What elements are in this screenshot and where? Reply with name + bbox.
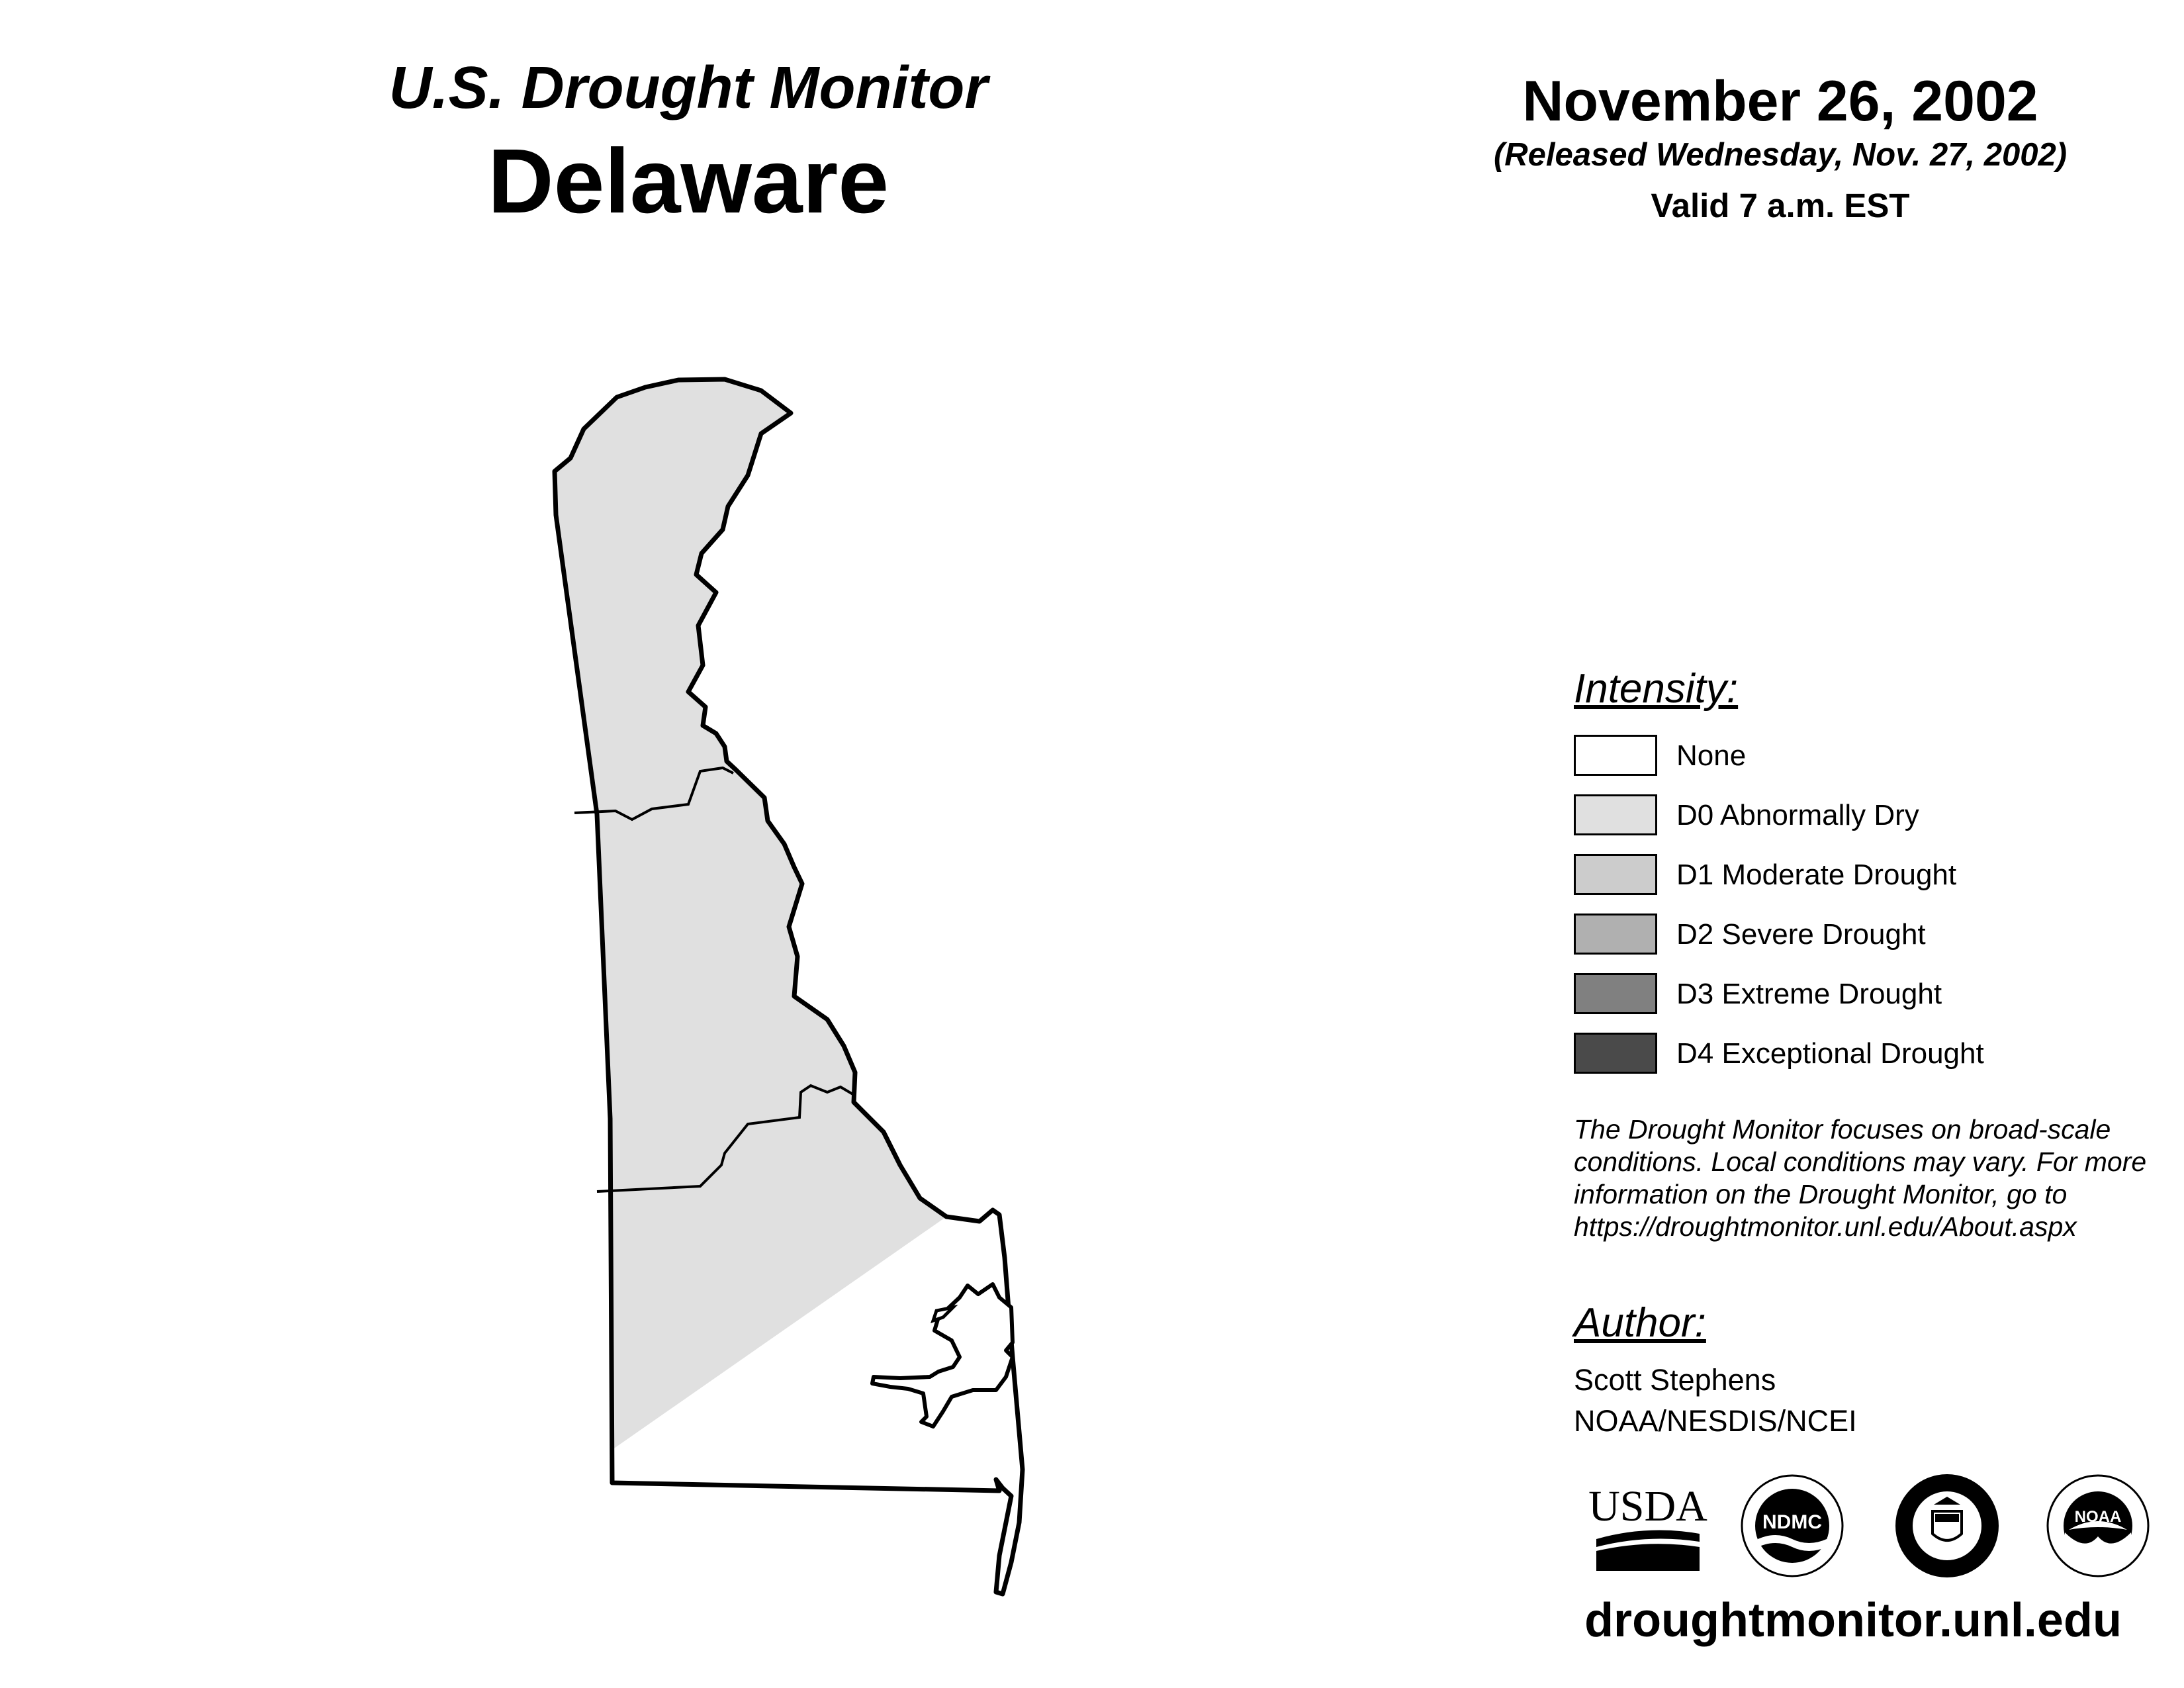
map-title: U.S. Drought Monitor [388, 55, 988, 121]
usda-logo-text: USDA [1588, 1482, 1707, 1530]
author-org: NOAA/NESDIS/NCEI [1574, 1404, 1857, 1438]
noaa-logo [2045, 1473, 2151, 1579]
author-heading: Author: [1574, 1300, 1706, 1346]
legend-swatch [1574, 854, 1657, 895]
ndmc-logo-text: NDMC [1762, 1511, 1822, 1533]
disclaimer [1574, 1113, 2169, 1243]
legend-row [1574, 914, 2169, 957]
inland-bay-water [872, 1284, 1013, 1427]
state-name: Delaware [487, 130, 889, 232]
valid-time: Valid 7 a.m. EST [1651, 187, 1910, 224]
doc-seal [1894, 1473, 2000, 1579]
legend-row [1574, 854, 2169, 898]
legend-heading: Intensity: [1574, 666, 1739, 712]
legend-swatch [1574, 735, 1657, 776]
legend-label: D4 Exceptional Drought [1676, 1037, 1984, 1070]
legend-row [1574, 1033, 2169, 1076]
legend-swatch [1574, 973, 1657, 1014]
noaa-logo-text: NOAA [2074, 1508, 2122, 1526]
legend-label: D3 Extreme Drought [1676, 978, 1942, 1010]
legend-row [1574, 973, 2169, 1017]
legend-row [1574, 794, 2169, 838]
legend-label: D1 Moderate Drought [1676, 859, 1957, 891]
valid-date: November 26, 2002 [1522, 70, 2038, 133]
website-link[interactable]: droughtmonitor.unl.edu [1584, 1594, 2122, 1647]
disclaimer-link[interactable]: https://droughtmonitor.unl.edu/About.aspx [1574, 1211, 2077, 1242]
legend-label: None [1676, 739, 1747, 772]
legend-label: D0 Abnormally Dry [1676, 799, 1919, 831]
legend-swatch [1574, 1033, 1657, 1074]
disclaimer-line: information on the Drought Monitor, go to [1574, 1179, 2068, 1209]
legend-swatch [1574, 794, 1657, 835]
ndmc-logo [1739, 1473, 1845, 1579]
legend-label: D2 Severe Drought [1676, 918, 1926, 951]
legend-row [1574, 735, 2169, 778]
legend-swatch [1574, 914, 1657, 955]
author-name: Scott Stephens [1574, 1363, 1776, 1397]
usda-logo [1588, 1473, 1707, 1579]
disclaimer-line: conditions. Local conditions may vary. For more [1574, 1147, 2147, 1177]
release-note: (Released Wednesday, Nov. 27, 2002) [1493, 137, 2068, 173]
disclaimer-line: The Drought Monitor focuses on broad-scale [1574, 1114, 2111, 1145]
